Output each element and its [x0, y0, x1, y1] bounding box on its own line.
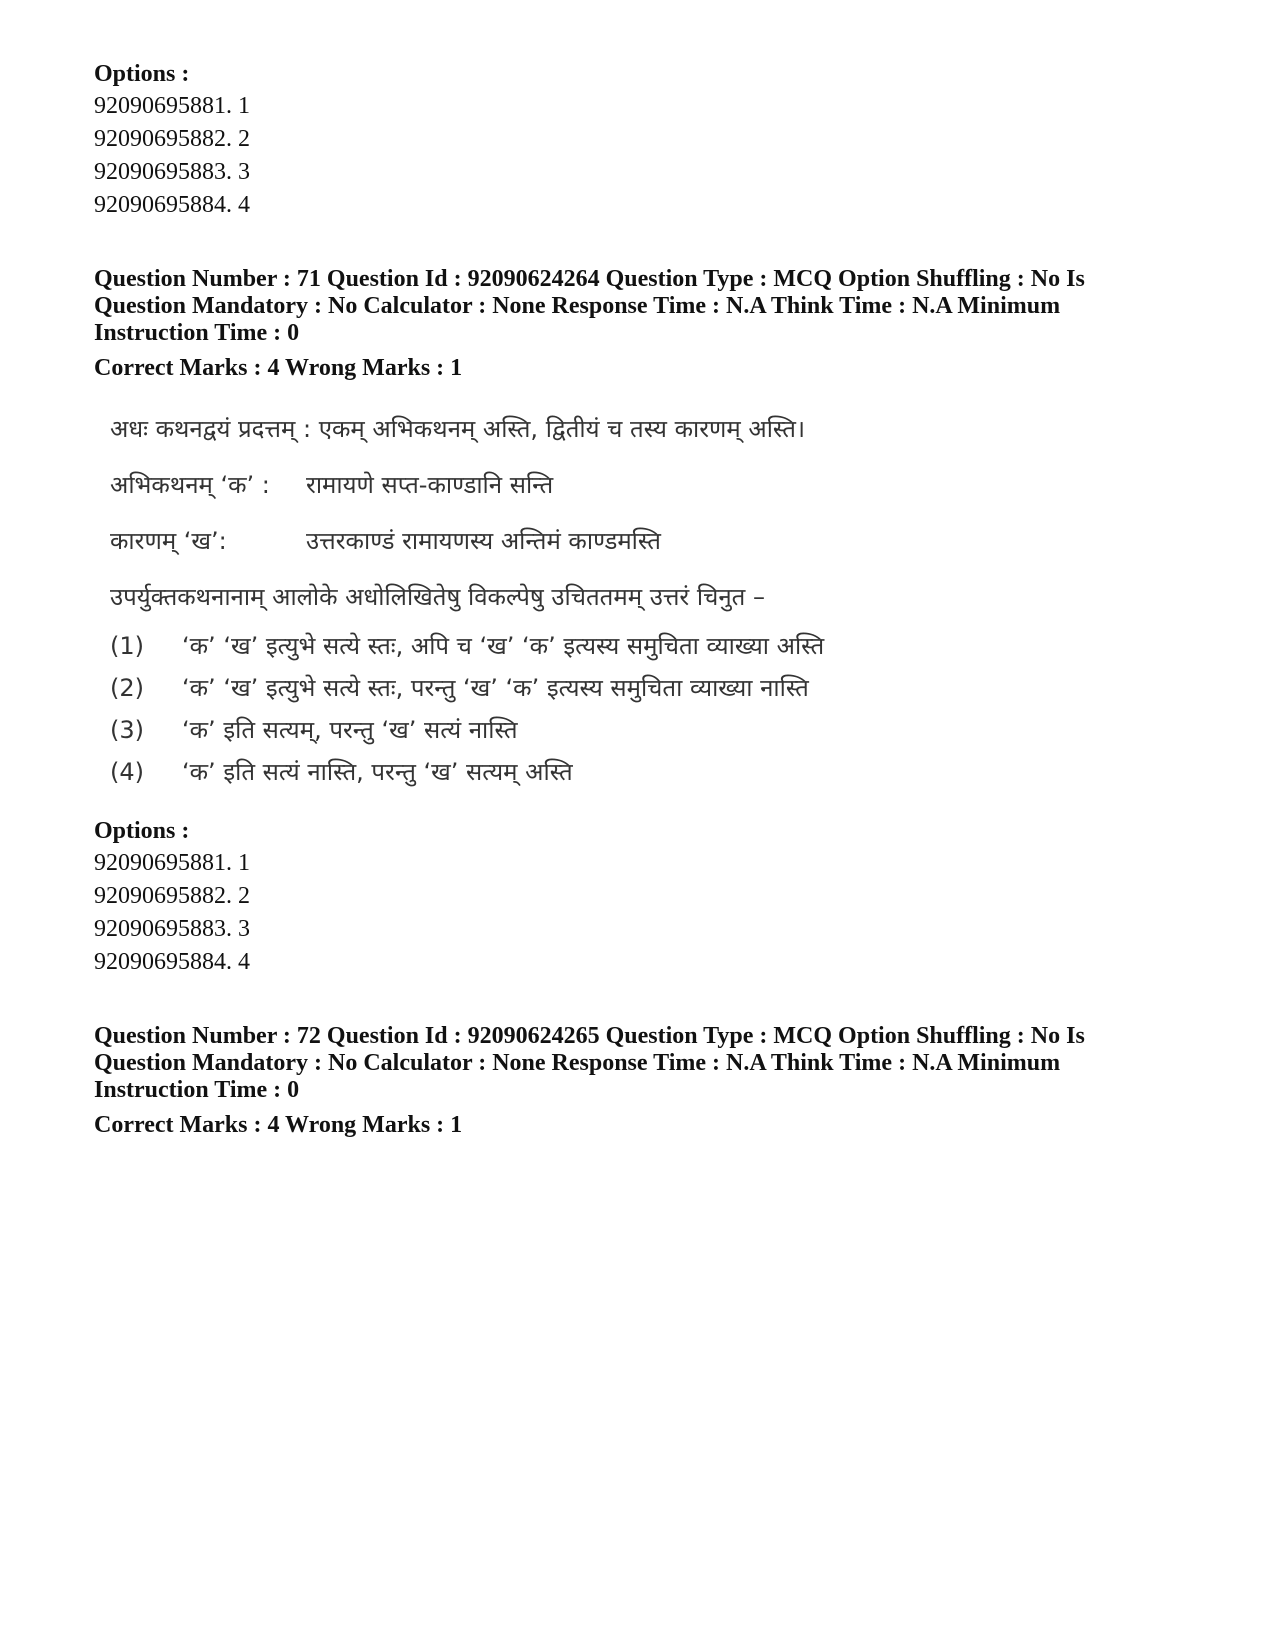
choice-text: ‘क’ ‘ख’ इत्युभे सत्ये स्तः, अपि च ‘ख’ ‘क’ इत्यस्य समुचिता व्याख्या अस्ति: [182, 632, 825, 660]
top-options-block: [94, 58, 1194, 222]
question-intro: अधः कथनद्वयं प्रदत्तम् : एकम् अभिकथनम् अस्ति, द्वितीयं च तस्य कारणम् अस्ति।: [110, 415, 806, 443]
option-line: 92090695884. 4: [94, 949, 250, 975]
question-body: [110, 401, 1194, 793]
choice-number: (3): [110, 716, 144, 744]
reason-row: [110, 513, 1194, 569]
assertion-row: [110, 457, 1194, 513]
option-line: 92090695884. 4: [94, 192, 250, 218]
document-page: [94, 58, 1194, 1140]
question-meta: Question Number : 71 Question Id : 92090624264 Question Type : MCQ Option Shuffling : No Is Question Mandatory : No Calculator : None Response Time : N.A Think Time : N.A Minimum Instruction Time : 0: [94, 266, 1085, 346]
question-instruction: उपर्युक्तकथनानाम् आलोके अधोलिखितेषु विकल्पेषु उचिततमम् उत्तरं चिनुत –: [110, 583, 765, 611]
option-line: 92090695882. 2: [94, 126, 250, 152]
assertion-text: रामायणे सप्त-काण्डानि सन्ति: [306, 471, 554, 499]
question-71-block: [94, 266, 1194, 979]
answer-choice: [110, 709, 1194, 751]
question-71-options: [94, 815, 1194, 979]
option-line: 92090695883. 3: [94, 159, 250, 185]
options-heading: Options :: [94, 61, 190, 87]
question-marks: Correct Marks : 4 Wrong Marks : 1: [94, 1112, 463, 1138]
choice-text: ‘क’ इति सत्यं नास्ति, परन्तु ‘ख’ सत्यम् अस्ति: [182, 758, 573, 786]
question-marks: Correct Marks : 4 Wrong Marks : 1: [94, 355, 463, 381]
choice-text: ‘क’ ‘ख’ इत्युभे सत्ये स्तः, परन्तु ‘ख’ ‘क’ इत्यस्य समुचिता व्याख्या नास्ति: [182, 674, 809, 702]
choice-text: ‘क’ इति सत्यम्, परन्तु ‘ख’ सत्यं नास्ति: [182, 716, 518, 744]
answer-choice: [110, 625, 1194, 667]
answer-choice: [110, 751, 1194, 793]
choice-number: (1): [110, 632, 144, 660]
answer-choice: [110, 667, 1194, 709]
option-line: 92090695883. 3: [94, 916, 250, 942]
reason-label: कारणम् ‘ख’:: [110, 527, 227, 555]
option-line: 92090695881. 1: [94, 93, 250, 119]
reason-text: उत्तरकाण्डं रामायणस्य अन्तिमं काण्डमस्ति: [306, 527, 661, 555]
option-line: 92090695882. 2: [94, 883, 250, 909]
option-line: 92090695881. 1: [94, 850, 250, 876]
assertion-label: अभिकथनम् ‘क’ :: [110, 471, 270, 499]
choice-number: (4): [110, 758, 144, 786]
options-heading: Options :: [94, 818, 190, 844]
question-meta: Question Number : 72 Question Id : 92090624265 Question Type : MCQ Option Shuffling : No Is Question Mandatory : No Calculator : None Response Time : N.A Think Time : N.A Minimum Instruction Time : 0: [94, 1023, 1085, 1103]
question-72-block: [94, 1023, 1194, 1140]
choice-number: (2): [110, 674, 144, 702]
